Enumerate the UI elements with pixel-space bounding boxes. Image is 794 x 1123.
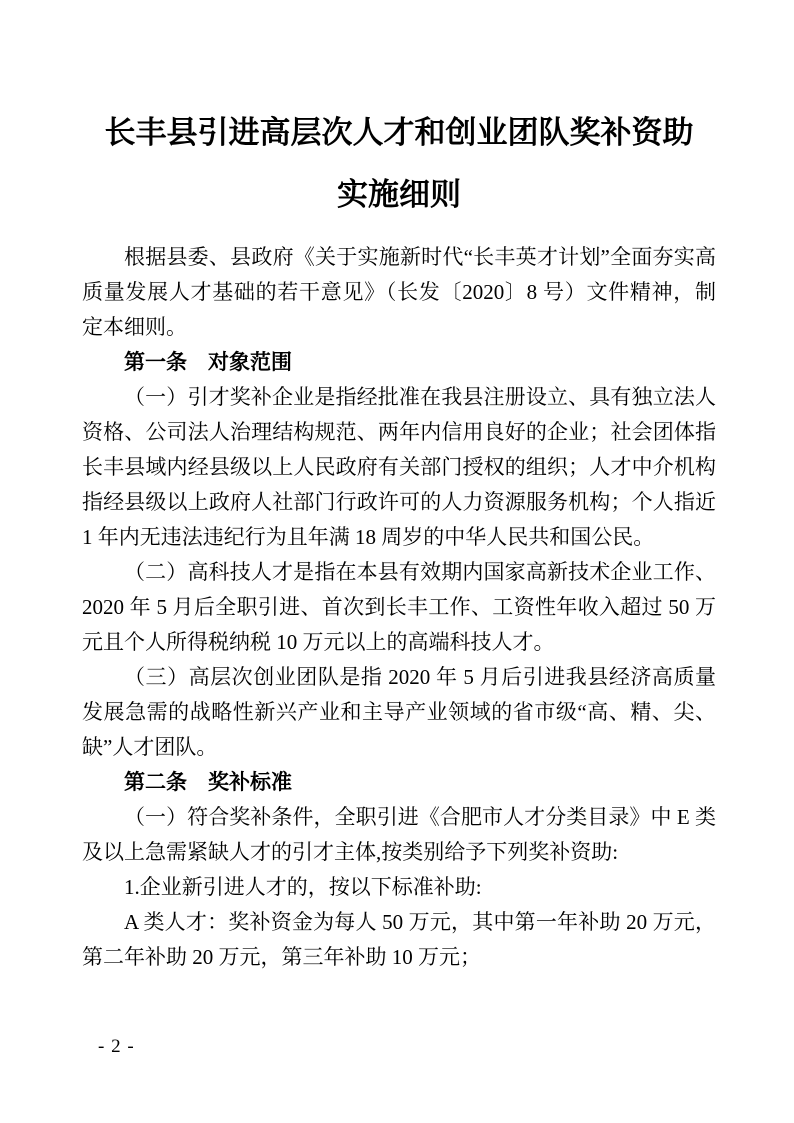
- paragraph-article2-subitem-1: 1.企业新引进人才的，按以下标准补助:: [124, 875, 482, 899]
- title-line-1: 长丰县引进高层次人才和创业团队奖补资助: [104, 115, 694, 151]
- paragraph-article2-class-a: A 类人才：奖补资金为每人 50 万元，其中第一年补助 20 万元，第二年补助 20 万元，第三年补助 10 万元；: [82, 910, 716, 969]
- title-line-2: 实施细则: [337, 177, 461, 213]
- section-heading-article-2: 第二条 奖补标准: [124, 770, 292, 794]
- paragraph-article1-item-1: （一）引才奖补企业是指经批准在我县注册设立、具有独立法人资格、公司法人治理结构规范、两年内信用良好的企业；社会团体指长丰县域内经县级以上人民政府有关部门授权的组织；人才中介机构指经县级以上政府人社部门行政许可的人力资源服务机构；个人指近 1 年内无违法违纪行为且年满 18 周岁的中华人民共和国公民。: [82, 385, 716, 549]
- paragraph-article1-item-2: （二）高科技人才是指在本县有效期内国家高新技术企业工作、2020 年 5 月后全职引进、首次到长丰工作、工资性年收入超过 50 万元且个人所得税纳税 10 万元以上的高端科技人才。: [82, 560, 716, 654]
- page-number: - 2 -: [98, 1036, 135, 1057]
- document-title: [82, 102, 716, 226]
- document-content: [82, 102, 716, 975]
- paragraph-intro: 根据县委、县政府《关于实施新时代“长丰英才计划”全面夯实高质量发展人才基础的若干意见》（长发〔2020〕8 号）文件精神，制定本细则。: [82, 245, 716, 339]
- section-heading-article-1: 第一条 对象范围: [124, 350, 292, 374]
- paragraph-article1-item-3: （三）高层次创业团队是指 2020 年 5 月后引进我县经济高质量发展急需的战略性新兴产业和主导产业领域的省市级“高、精、尖、缺”人才团队。: [82, 665, 716, 759]
- document-body: [82, 240, 716, 975]
- paragraph-article2-item-1: （一）符合奖补条件，全职引进《合肥市人才分类目录》中 E 类及以上急需紧缺人才的引才主体,按类别给予下列奖补资助:: [82, 805, 716, 864]
